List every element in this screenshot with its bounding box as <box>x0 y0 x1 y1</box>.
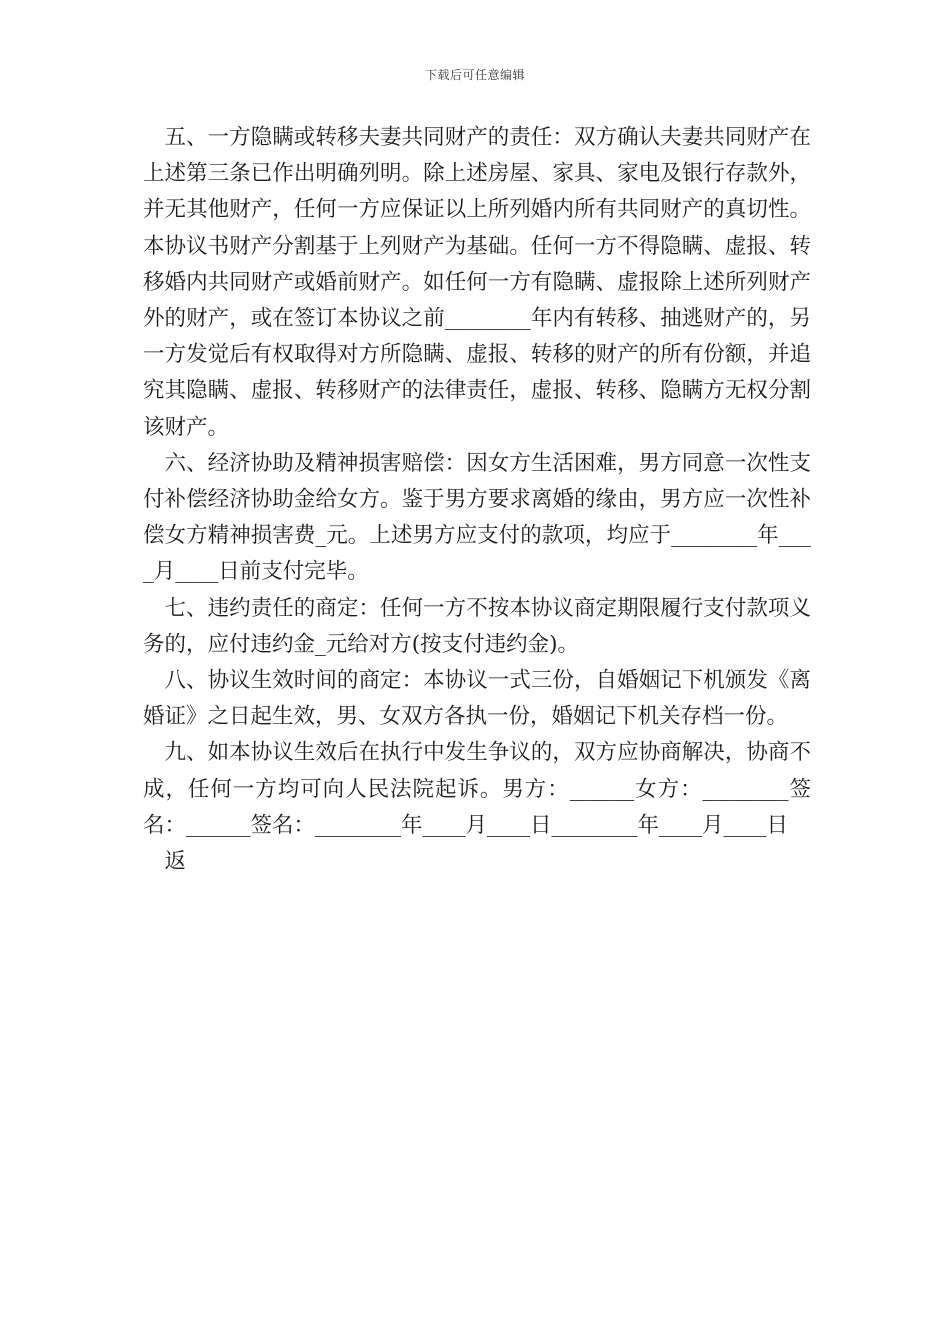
paragraph-9-dispute-signatures: 九、如本协议生效后在执行中发生争议的，双方应协商解决，协商不成，任何一方均可向人民法院起诉。男方：______女方：________签名：______签名：________年____月____日________年____月____日 <box>143 740 811 838</box>
document-body <box>143 120 811 880</box>
paragraph-6-economic-assistance: 六、经济协助及精神损害赔偿：因女方生活困难，男方同意一次性支付补偿经济协助金给女方。鉴于男方要求离婚的缘由，男方应一次性补偿女方精神损害费_元。上述男方应支付的款项，均应于________年____月____日前支付完毕。 <box>143 450 811 585</box>
paragraph-7-breach-liability: 七、违约责任的商定：任何一方不按本协议商定期限履行支付款项义务的，应付违约金_元给对方(按支付违约金)。 <box>143 595 811 657</box>
paragraph-return: 返 <box>164 849 187 875</box>
paragraph-5-concealment-liability: 五、一方隐瞒或转移夫妻共同财产的责任：双方确认夫妻共同财产在上述第三条已作出明确列明。除上述房屋、家具、家电及银行存款外，并无其他财产，任何一方应保证以上所列婚内所有共同财产的真切性。本协议书财产分割基于上列财产为基础。任何一方不得隐瞒、虚报、转移婚内共同财产或婚前财产。如任何一方有隐瞒、虚报除上述所列财产外的财产，或在签订本协议之前________年内有转移、抽逃财产的，另一方发觉后有权取得对方所隐瞒、虚报、转移的财产的所有份额，并追究其隐瞒、虚报、转移财产的法律责任，虚报、转移、隐瞒方无权分割该财产。 <box>143 125 811 440</box>
page-header-note: 下载后可任意编辑 <box>424 68 525 82</box>
paragraph-8-effective-time: 八、协议生效时间的商定：本协议一式三份，自婚姻记下机颁发《离婚证》之日起生效，男、女双方各执一份，婚姻记下机关存档一份。 <box>143 668 811 730</box>
